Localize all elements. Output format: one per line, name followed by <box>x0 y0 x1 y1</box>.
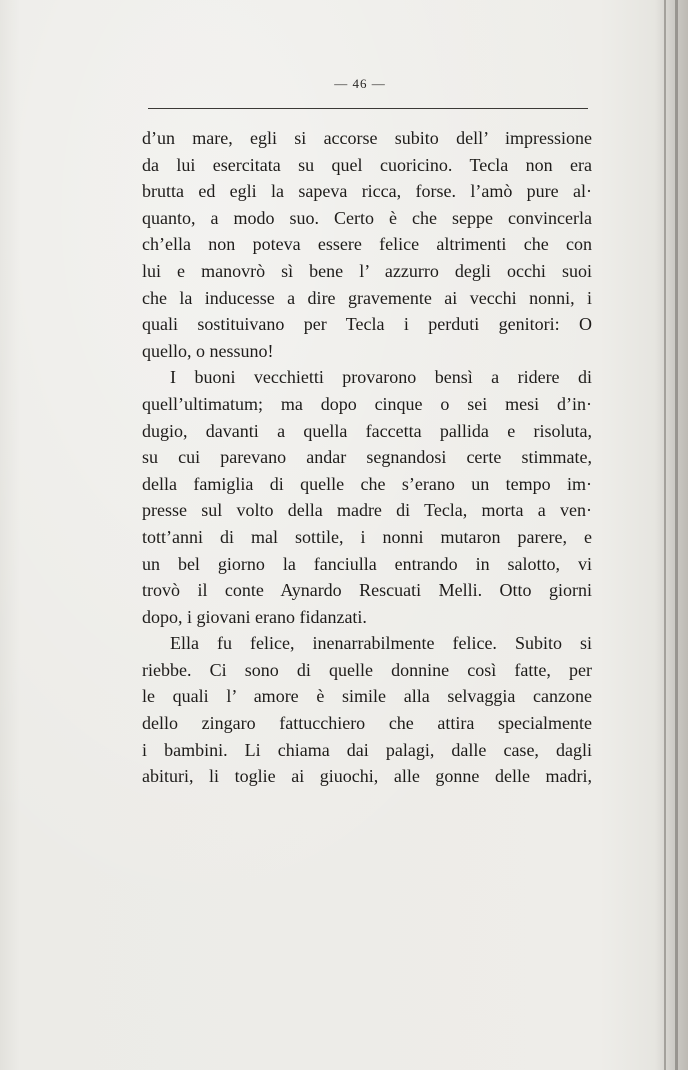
text-line: lui e manovrò sì bene l’ azzurro degli occhi suoi <box>142 260 592 281</box>
text-line: i bambini. Li chiama dai palagi, dalle case, dagli <box>142 739 592 760</box>
text-line: che la inducesse a dire gravemente ai vecchi nonni, i <box>142 287 592 308</box>
text-line: su cui parevano andar segnandosi certe stimmate, <box>142 447 592 468</box>
text-line: d’un mare, egli si accorse subito dell’ impressione <box>142 128 592 148</box>
text-line: riebbe. Ci sono di quelle donnine così fatte, per <box>142 659 592 680</box>
text-line: abituri, li toglie ai giuochi, alle gonne delle madri, <box>142 766 592 787</box>
body-text <box>142 125 592 790</box>
text-line: dugio, davanti a quella faccetta pallida e risoluta, <box>142 420 592 441</box>
text-line: dopo, i giovani erano fidanzati. <box>142 606 367 627</box>
text-line: tott’anni di mal sottile, i nonni mutaron parere, e <box>142 526 592 547</box>
text-line: brutta ed egli la sapeva ricca, forse. l’amò pure al· <box>142 181 592 202</box>
text-line: dello zingaro fattucchiero che attira specialmente <box>142 713 592 734</box>
text-line: quali sostituivano per Tecla i perduti genitori: O <box>142 314 592 335</box>
text-line: ch’ella non poteva essere felice altrimenti che con <box>142 234 592 255</box>
text-line: I buoni vecchietti provarono bensì a ridere di <box>170 367 592 388</box>
text-line: presse sul volto della madre di Tecla, morta a ven· <box>142 500 592 521</box>
page-number: — 46 — <box>334 76 386 91</box>
text-line: un bel giorno la fanciulla entrando in salotto, vi <box>142 553 592 574</box>
text-line: le quali l’ amore è simile alla selvaggia canzone <box>142 686 592 707</box>
page-edge-shadow <box>664 0 666 1070</box>
text-line: trovò il conte Aynardo Rescuati Melli. Otto giorni <box>142 580 592 601</box>
text-line: della famiglia di quelle che s’erano un tempo im· <box>142 473 592 494</box>
binding-edge <box>675 0 678 1070</box>
text-line: quanto, a modo suo. Certo è che seppe convincerla <box>142 207 592 228</box>
text-line: quell’ultimatum; ma dopo cinque o sei mesi d’in· <box>142 393 592 414</box>
text-line: quello, o nessuno! <box>142 340 274 361</box>
text-line: da lui esercitata su quel cuoricino. Tecla non era <box>142 154 592 175</box>
header-rule <box>148 108 588 109</box>
text-line: Ella fu felice, inenarrabilmente felice. Subito si <box>170 633 592 654</box>
